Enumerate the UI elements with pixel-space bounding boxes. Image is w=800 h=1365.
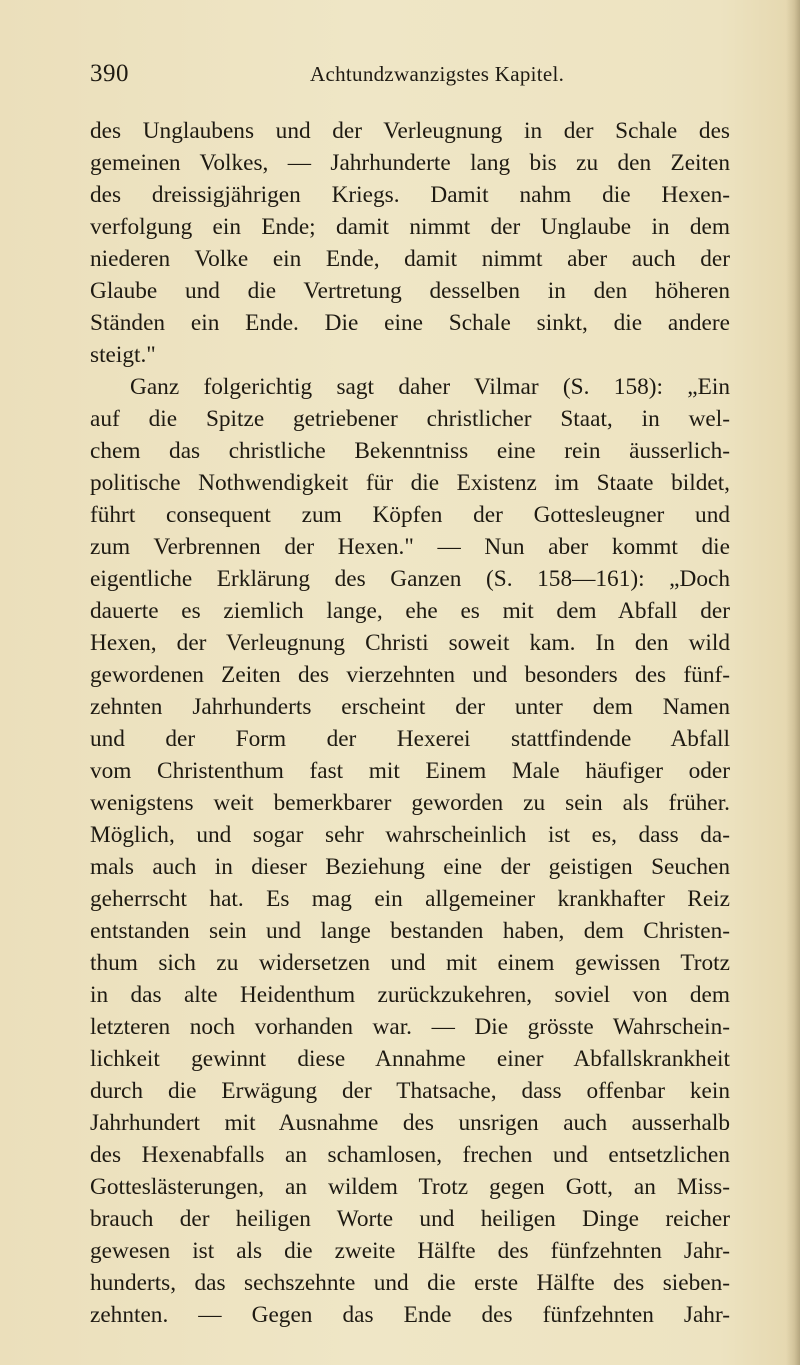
text-line: thum sich zu widersetzen und mit einem gewissen Trotz — [90, 950, 730, 976]
text-line: des Hexenabfalls an schamlosen, frechen und entsetzlichen — [90, 1142, 730, 1168]
text-line: gewesen ist als die zweite Hälfte des fünfzehnten Jahr- — [90, 1238, 730, 1264]
text-line: zehnten Jahrhunderts erscheint der unter dem Namen — [90, 694, 730, 720]
page-number: 390 — [90, 60, 129, 87]
text-line: Jahrhundert mit Ausnahme des unsrigen auch ausserhalb — [90, 1110, 730, 1136]
text-line: Möglich, und sogar sehr wahrscheinlich ist es, dass da- — [90, 822, 730, 848]
text-line: Gotteslästerungen, an wildem Trotz gegen Gott, an Miss- — [90, 1174, 730, 1200]
text-line: entstanden sein und lange bestanden haben, dem Christen- — [90, 918, 730, 944]
text-line: gemeinen Volkes, — Jahrhunderte lang bis zu den Zeiten — [90, 150, 730, 176]
text-line: mals auch in dieser Beziehung eine der geistigen Seuchen — [90, 854, 730, 880]
text-line: letzteren noch vorhanden war. — Die grösste Wahrschein- — [90, 1014, 730, 1040]
text-line: Ständen ein Ende. Die eine Schale sinkt, die andere — [90, 310, 730, 336]
text-line: brauch der heiligen Worte und heiligen Dinge reicher — [90, 1206, 730, 1232]
text-line: führt consequent zum Köpfen der Gottesleugner und — [90, 502, 730, 528]
text-line: auf die Spitze getriebener christlicher Staat, in wel- — [90, 406, 730, 432]
text-line: dauerte es ziemlich lange, ehe es mit dem Abfall der — [90, 598, 730, 624]
text-line: politische Nothwendigkeit für die Existenz im Staate bildet, — [90, 470, 730, 496]
text-line: durch die Erwägung der Thatsache, dass offenbar kein — [90, 1078, 730, 1104]
text-line: Glaube und die Vertretung desselben in den höheren — [90, 278, 730, 304]
text-line: chem das christliche Bekenntniss eine rein äusserlich- — [90, 438, 730, 464]
body-text — [90, 115, 730, 1331]
text-line: Hexen, der Verleugnung Christi soweit kam. In den wild — [90, 630, 730, 656]
page-header — [90, 60, 730, 94]
running-title: Achtundzwanzigstes Kapitel. — [310, 62, 565, 86]
text-line: zum Verbrennen der Hexen." — Nun aber kommt die — [90, 534, 730, 560]
text-line: steigt." — [90, 342, 156, 368]
text-line: in das alte Heidenthum zurückzukehren, soviel von dem — [90, 982, 730, 1008]
text-line: des Unglaubens und der Verleugnung in der Schale des — [90, 118, 730, 144]
text-line: verfolgung ein Ende; damit nimmt der Unglaube in dem — [90, 214, 730, 240]
text-line: wenigstens weit bemerkbarer geworden zu sein als früher. — [90, 790, 730, 816]
text-line: geherrscht hat. Es mag ein allgemeiner krankhafter Reiz — [90, 886, 730, 912]
text-line: vom Christenthum fast mit Einem Male häufiger oder — [90, 758, 730, 784]
text-line: eigentliche Erklärung des Ganzen (S. 158—161): „Doch — [90, 566, 730, 592]
text-line: niederen Volke ein Ende, damit nimmt aber auch der — [90, 246, 730, 272]
text-line: und der Form der Hexerei stattfindende Abfall — [90, 726, 730, 752]
text-line: gewordenen Zeiten des vierzehnten und besonders des fünf- — [90, 662, 730, 688]
text-line: des dreissigjährigen Kriegs. Damit nahm die Hexen- — [90, 182, 730, 208]
text-line: Ganz folgerichtig sagt daher Vilmar (S. 158): „Ein — [130, 374, 730, 400]
text-line: hunderts, das sechszehnte und die erste Hälfte des sieben- — [90, 1270, 730, 1296]
page-edge-shadow — [786, 0, 800, 1365]
text-line: lichkeit gewinnt diese Annahme einer Abfallskrankheit — [90, 1046, 730, 1072]
text-line: zehnten. — Gegen das Ende des fünfzehnten Jahr- — [90, 1302, 730, 1328]
